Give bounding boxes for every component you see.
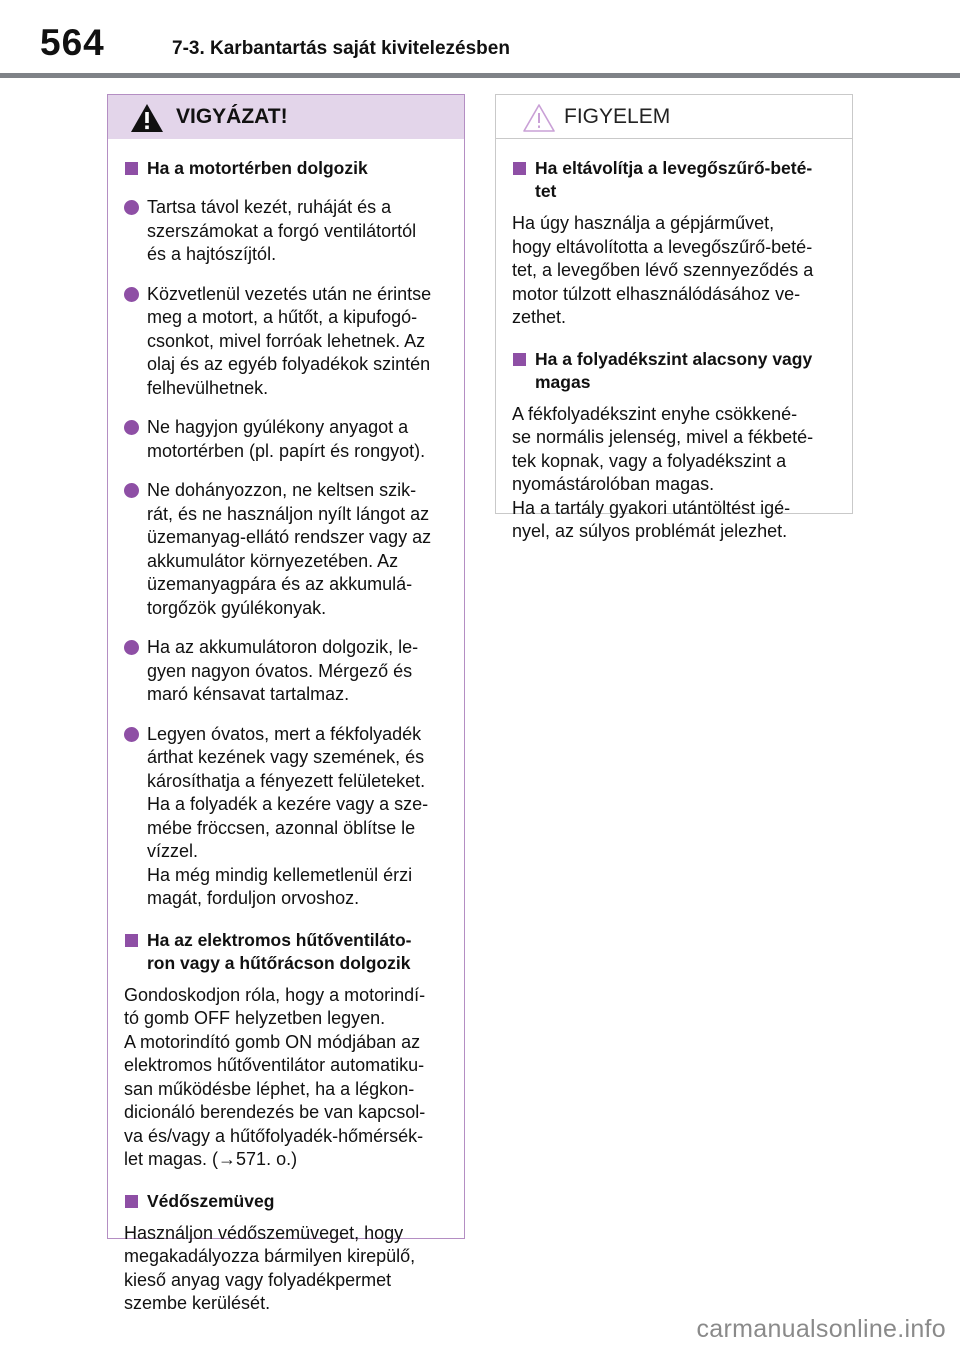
note-box-header [496,95,852,139]
warning-box-title: VIGYÁZAT! [176,105,288,128]
header-divider [0,73,960,78]
watermark: carmanualsonline.info [696,1315,946,1343]
note-box [495,94,853,541]
section-heading: Ha a motortérben dolgozik [124,157,450,180]
warning-box [107,94,465,1313]
paragraph: Ha úgy használja a gépjárművet, hogy eltávolította a levegőszűrő-beté- tet, a levegőben lévő szennyeződés a motor túlzott elhasználódásához ve- zethet. [512,213,814,327]
bullet-item: Ha az akkumulátoron dolgozik, le- gyen nagyon óvatos. Mérgező és maró kénsavat tartalmaz. [124,636,450,707]
section-heading: Ha eltávolítja a levegőszűrő-beté- tet [512,157,838,203]
bullet-item: Közvetlenül vezetés után ne érintse meg a motort, a hűtőt, a kipufogó- csonkot, mivel forróak lehetnek. Az olaj és az egyéb folyadékok szintén felhevülhetnek. [124,283,450,401]
paragraph: Gondoskodjon róla, hogy a motorindí- tó gomb OFF helyzetben legyen. A motorindító gomb ON módjában az elektromos hűtőventilátor automatiku- san működésbe léphet, ha a légkon- dicionáló berendezés be van kapcsol- va és/vagy a hűtőfolyadék-hőmérsék- let magas. (→571. o.) [124,984,426,1169]
bullet-item: Legyen óvatos, mert a fékfolyadék árthat kezének vagy szemének, és károsíthatja a fényezett felületeket. Ha a folyadék a kezére vagy a sze- mébe fröccsen, azonnal öblítse le vízzel. Ha még mindig kellemetlenül érzi magát, forduljon orvoshoz. [124,723,450,911]
warning-box-header [108,95,464,139]
note-box-title: FIGYELEM [564,105,671,128]
warning-box-body [108,157,464,1316]
section-heading: Védőszemüveg [124,1190,450,1213]
bullet-item: Tartsa távol kezét, ruháját és a szerszámokat a forgó ventilátortól és a hajtószíjtól. [124,196,450,267]
warning-triangle-icon [130,103,164,133]
section-heading: Ha az elektromos hűtőventiláto- ron vagy a hűtőrácson dolgozik [124,929,450,975]
page-header [0,0,960,80]
section-title: 7-3. Karbantartás saját kivitelezésben [172,38,510,59]
bullet-item: Ne dohányozzon, ne keltsen szik- rát, és ne használjon nyílt lángot az üzemanyag-ellátó rendszer vagy az akkumulátor környezetében. Az üzemanyagpára és az akkumulá- torgőzök gyúlékonyak. [124,479,450,620]
page-number: 564 [40,22,105,63]
caution-triangle-icon [522,103,556,133]
paragraph: A fékfolyadékszint enyhe csökkené- se normális jelenség, mivel a fékbeté- tek kopnak, vagy a folyadékszint a nyomástárolóban magas. Ha a tartály gyakori utántöltést igé- nyel, az súlyos problémát jelezhet. [512,403,814,541]
bullet-item: Ne hagyjon gyúlékony anyagot a motortérben (pl. papírt és rongyot). [124,416,450,463]
note-box-body [496,157,852,544]
section-heading: Ha a folyadékszint alacsony vagy magas [512,348,838,394]
paragraph: Használjon védőszemüveget, hogy megakadályozza bármilyen kirepülő, kieső anyag vagy folyadékpermet szembe kerülését. [124,1222,416,1313]
